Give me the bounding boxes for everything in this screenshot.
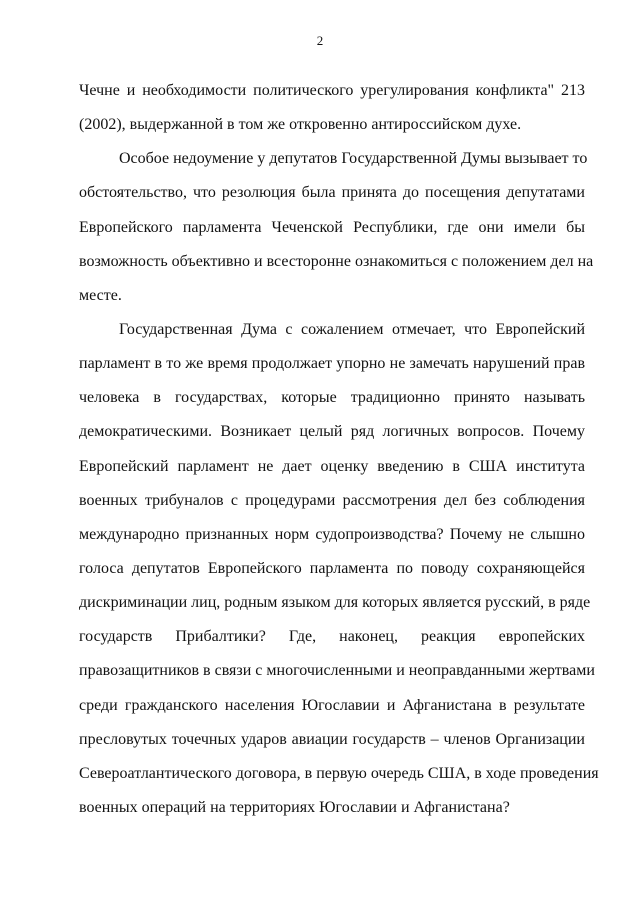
- document-body: [79, 74, 599, 825]
- text-line: голоса депутатов Европейского парламента по поводу сохраняющейся: [79, 559, 585, 577]
- text-line: демократическими. Возникает целый ряд логичных вопросов. Почему: [79, 423, 585, 441]
- text-line: правозащитников в связи с многочисленными и неоправданными жертвами: [79, 662, 595, 680]
- text-line: военных операций на территориях Югославии и Афганистана?: [79, 798, 510, 816]
- text-line: месте.: [79, 286, 122, 304]
- page-number: 2: [316, 33, 324, 48]
- text-line: парламент в то же время продолжает упорно не замечать нарушений прав: [79, 355, 585, 373]
- text-line: Европейский парламент не дает оценку введению в США института: [79, 457, 585, 475]
- text-line: возможность объективно и всесторонне ознакомиться с положением дел на: [79, 252, 594, 270]
- paragraph-first-line: Государственная Дума с сожалением отмечает, что Европейский: [119, 320, 585, 338]
- paragraph-first-line: Особое недоумение у депутатов Государственной Думы вызывает то: [119, 150, 588, 168]
- text-line: человека в государствах, которые традиционно принято называть: [79, 389, 585, 407]
- text-line: (2002), выдержанной в том же откровенно антироссийском духе.: [79, 116, 522, 134]
- text-line: военных трибуналов с процедурами рассмотрения дел без соблюдения: [79, 491, 585, 509]
- text-line: международно признанных норм судопроизводства? Почему не слышно: [79, 525, 585, 543]
- text-line: государств Прибалтики? Где, наконец, реакция европейских: [79, 628, 585, 646]
- text-line: пресловутых точечных ударов авиации государств – членов Организации: [79, 730, 585, 748]
- text-line: Европейского парламента Чеченской Республики, где они имели бы: [79, 218, 585, 236]
- text-line: обстоятельство, что резолюция была принята до посещения депутатами: [79, 184, 585, 202]
- text-line: Североатлантического договора, в первую очередь США, в ходе проведения: [79, 764, 599, 782]
- text-line: дискриминации лиц, родным языком для которых является русский, в ряде: [79, 594, 591, 612]
- text-line: среди гражданского населения Югославии и Афганистана в результате: [79, 696, 585, 714]
- text-line: Чечне и необходимости политического урегулирования конфликта" 213: [79, 82, 585, 99]
